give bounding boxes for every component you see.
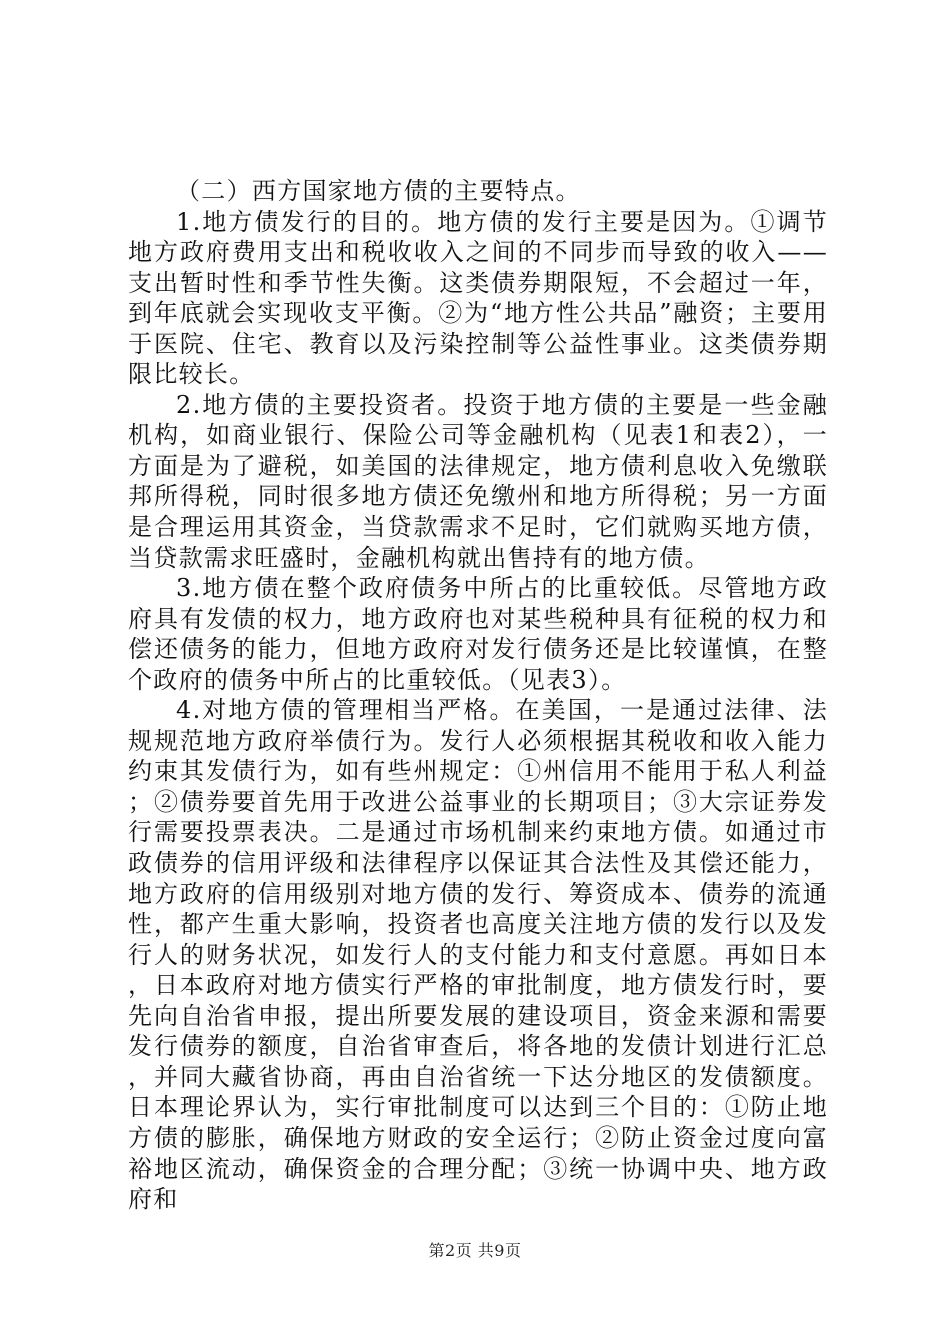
section-heading: （二）西方国家地方债的主要特点。 [176,177,581,205]
document-body [128,176,828,1215]
paragraph-management: 4.对地方债的管理相当严格。在美国，一是通过法律、法规规范地方政府举债行为。发行人必须根据其税收和收入能力约束其发债行为，如有些州规定：①州信用不能用于私人利益；②债券要首先用于改进公益事业的长期项目；③大宗证券发行需要投票表决。二是通过市场机制来约束地方债。如通过市政债券的信用评级和法律程序以保证其合法性及其偿还能力，地方政府的信用级别对地方债的发行、筹资成本、债券的流通性，都产生重大影响，投资者也高度关注地方债的发行以及发行人的财务状况，如发行人的支付能力和支付意愿。再如日本，日本政府对地方债实行严格的审批制度，地方债发行时，要先向自治省申报，提出所要发展的建设项目，资金来源和需要发行债券的额度，自治省审查后，将各地的发债计划进行汇总，并同大藏省协商，再由自治省统一下达分地区的发债额度。日本理论界认为，实行审批制度可以达到三个目的：①防止地方债的膨胀，确保地方财政的安全运行；②防止资金过度向富裕地区流动，确保资金的合理分配；③统一协调中央、地方政府和 [128,696,828,1214]
paragraph-purpose: 1.地方债发行的目的。地方债的发行主要是因为。①调节地方政府费用支出和税收收入之间的不同步而导致的收入——支出暂时性和季节性失衡。这类债券期限短，不会超过一年，到年底就会实现收支平衡。②为“地方性公共品”融资；主要用于医院、住宅、教育以及污染控制等公益性事业。这类债券期限比较长。 [128,207,828,389]
page-footer: 第2页 共9页 [428,1241,522,1260]
paragraph-debt-share: 3.地方债在整个政府债务中所占的比重较低。尽管地方政府具有发债的权力，地方政府也对某些税种具有征税的权力和偿还债务的能力，但地方政府对发行债务还是比较谨慎，在整个政府的债务中所占的比重较低。（见表3）。 [128,574,828,694]
paragraph-investors: 2.地方债的主要投资者。投资于地方债的主要是一些金融机构，如商业银行、保险公司等金融机构（见表1和表2），一方面是为了避税，如美国的法律规定，地方债利息收入免缴联邦所得税，同时很多地方债还免缴州和地方所得税；另一方面是合理运用其资金，当贷款需求不足时，它们就购买地方债，当贷款需求旺盛时，金融机构就出售持有的地方债。 [128,390,828,572]
